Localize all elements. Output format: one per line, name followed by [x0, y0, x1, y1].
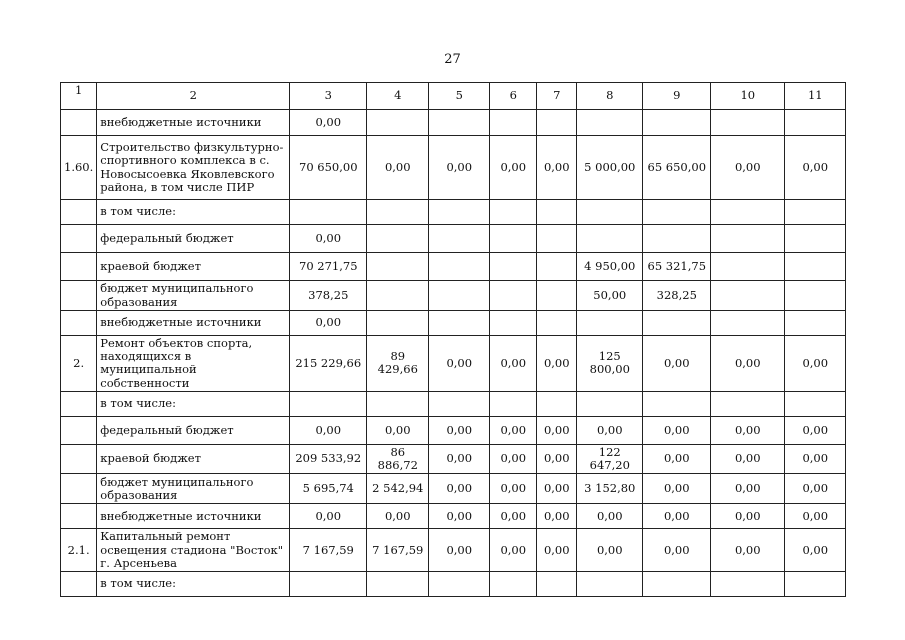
value-cell [711, 571, 785, 596]
table-row [61, 444, 846, 473]
value-cell [785, 311, 846, 336]
value-cell [537, 281, 577, 311]
table-row [61, 529, 846, 572]
row-index-cell [61, 281, 97, 311]
value-cell: 0,00 [537, 444, 577, 473]
row-description-cell: федеральный бюджет [97, 225, 290, 253]
value-cell [577, 391, 643, 416]
value-cell: 70 271,75 [290, 253, 367, 281]
value-cell: 0,00 [643, 529, 711, 572]
value-cell [537, 391, 577, 416]
value-cell [643, 311, 711, 336]
page-number: 27 [444, 52, 461, 67]
value-cell: 0,00 [785, 474, 846, 504]
value-cell: 378,25 [290, 281, 367, 311]
value-cell [643, 391, 711, 416]
value-cell: 0,00 [490, 474, 537, 504]
value-cell: 70 650,00 [290, 136, 367, 200]
value-cell: 328,25 [643, 281, 711, 311]
value-cell [577, 225, 643, 253]
value-cell [577, 110, 643, 136]
value-cell: 0,00 [429, 504, 490, 529]
value-cell [785, 391, 846, 416]
value-cell: 7 167,59 [290, 529, 367, 572]
value-cell: 122 647,20 [577, 444, 643, 473]
value-cell [537, 571, 577, 596]
value-cell [490, 253, 537, 281]
value-cell: 50,00 [577, 281, 643, 311]
row-description-cell: краевой бюджет [97, 253, 290, 281]
value-cell [490, 391, 537, 416]
value-cell: 0,00 [429, 474, 490, 504]
value-cell: 5 695,74 [290, 474, 367, 504]
value-cell [643, 110, 711, 136]
value-cell: 0,00 [577, 504, 643, 529]
value-cell: 3 152,80 [577, 474, 643, 504]
row-index-cell [61, 504, 97, 529]
table-row [61, 200, 846, 225]
table-row [61, 391, 846, 416]
value-cell: 0,00 [490, 136, 537, 200]
row-index-cell [61, 311, 97, 336]
column-header-9: 9 [643, 83, 711, 110]
value-cell: 65 321,75 [643, 253, 711, 281]
value-cell [429, 281, 490, 311]
value-cell: 0,00 [785, 504, 846, 529]
value-cell [367, 571, 429, 596]
row-index-cell [61, 416, 97, 444]
value-cell: 0,00 [367, 416, 429, 444]
value-cell: 0,00 [537, 416, 577, 444]
value-cell: 0,00 [643, 336, 711, 392]
row-index-cell [61, 253, 97, 281]
value-cell: 0,00 [490, 416, 537, 444]
table-row [61, 571, 846, 596]
value-cell [290, 391, 367, 416]
value-cell: 215 229,66 [290, 336, 367, 392]
value-cell [490, 110, 537, 136]
value-cell: 0,00 [429, 529, 490, 572]
value-cell [429, 225, 490, 253]
value-cell: 4 950,00 [577, 253, 643, 281]
row-index-cell [61, 444, 97, 473]
row-index-cell: 2. [61, 336, 97, 392]
value-cell: 0,00 [537, 504, 577, 529]
row-index-cell [61, 391, 97, 416]
value-cell [643, 571, 711, 596]
value-cell: 0,00 [367, 504, 429, 529]
value-cell [367, 391, 429, 416]
value-cell [577, 311, 643, 336]
table-row [61, 336, 846, 392]
value-cell: 0,00 [290, 416, 367, 444]
value-cell [643, 225, 711, 253]
value-cell [577, 571, 643, 596]
value-cell [537, 225, 577, 253]
value-cell: 5 000,00 [577, 136, 643, 200]
table-row [61, 416, 846, 444]
value-cell: 0,00 [785, 529, 846, 572]
value-cell: 0,00 [490, 336, 537, 392]
row-description-cell: в том числе: [97, 571, 290, 596]
value-cell [711, 253, 785, 281]
table-body [61, 110, 846, 597]
value-cell [711, 200, 785, 225]
value-cell [490, 225, 537, 253]
value-cell: 0,00 [711, 504, 785, 529]
value-cell: 0,00 [785, 416, 846, 444]
table-row [61, 281, 846, 311]
value-cell [429, 311, 490, 336]
value-cell [711, 225, 785, 253]
value-cell [785, 200, 846, 225]
value-cell [367, 110, 429, 136]
value-cell [490, 200, 537, 225]
value-cell [490, 571, 537, 596]
value-cell [785, 253, 846, 281]
value-cell [785, 110, 846, 136]
value-cell [429, 200, 490, 225]
value-cell: 0,00 [429, 416, 490, 444]
value-cell [711, 311, 785, 336]
value-cell [537, 110, 577, 136]
value-cell: 89 429,66 [367, 336, 429, 392]
table-row [61, 311, 846, 336]
value-cell [711, 110, 785, 136]
value-cell [367, 200, 429, 225]
row-index-cell [61, 474, 97, 504]
value-cell: 0,00 [785, 136, 846, 200]
row-description-cell: внебюджетные источники [97, 110, 290, 136]
value-cell: 0,00 [643, 444, 711, 473]
value-cell: 0,00 [537, 336, 577, 392]
value-cell [290, 571, 367, 596]
value-cell: 0,00 [537, 136, 577, 200]
column-header-2: 2 [97, 83, 290, 110]
value-cell: 0,00 [367, 136, 429, 200]
row-index-cell [61, 225, 97, 253]
table-row [61, 110, 846, 136]
row-description-cell: федеральный бюджет [97, 416, 290, 444]
table-row [61, 504, 846, 529]
value-cell: 0,00 [490, 529, 537, 572]
value-cell [367, 225, 429, 253]
value-cell [367, 281, 429, 311]
table-row [61, 136, 846, 200]
value-cell [290, 200, 367, 225]
value-cell: 0,00 [290, 504, 367, 529]
value-cell: 0,00 [429, 136, 490, 200]
value-cell: 0,00 [643, 474, 711, 504]
value-cell [367, 311, 429, 336]
row-description-cell: в том числе: [97, 391, 290, 416]
value-cell: 0,00 [785, 336, 846, 392]
value-cell [537, 253, 577, 281]
row-description-cell: бюджет муниципального образования [97, 281, 290, 311]
value-cell: 0,00 [290, 311, 367, 336]
budget-table [60, 82, 846, 597]
value-cell [577, 200, 643, 225]
value-cell [711, 281, 785, 311]
value-cell [367, 253, 429, 281]
value-cell: 0,00 [711, 444, 785, 473]
value-cell: 2 542,94 [367, 474, 429, 504]
value-cell: 86 886,72 [367, 444, 429, 473]
value-cell [537, 311, 577, 336]
value-cell: 0,00 [537, 529, 577, 572]
value-cell [537, 200, 577, 225]
value-cell: 0,00 [577, 529, 643, 572]
header-row [61, 83, 846, 110]
row-index-cell: 1.60. [61, 136, 97, 200]
column-header-4: 4 [367, 83, 429, 110]
value-cell: 0,00 [429, 444, 490, 473]
value-cell: 0,00 [711, 136, 785, 200]
value-cell: 0,00 [429, 336, 490, 392]
column-header-10: 10 [711, 83, 785, 110]
row-description-cell: Капитальный ремонт освещения стадиона "Восток" г. Арсеньева [97, 529, 290, 572]
value-cell: 65 650,00 [643, 136, 711, 200]
table-row [61, 253, 846, 281]
value-cell [785, 225, 846, 253]
value-cell [490, 311, 537, 336]
row-index-cell [61, 110, 97, 136]
row-index-cell: 2.1. [61, 529, 97, 572]
value-cell: 209 533,92 [290, 444, 367, 473]
column-header-6: 6 [490, 83, 537, 110]
value-cell [429, 391, 490, 416]
value-cell [490, 281, 537, 311]
value-cell: 0,00 [711, 416, 785, 444]
column-header-3: 3 [290, 83, 367, 110]
value-cell: 0,00 [490, 504, 537, 529]
column-header-1: 1 [61, 83, 97, 110]
column-header-5: 5 [429, 83, 490, 110]
value-cell [429, 571, 490, 596]
value-cell [785, 571, 846, 596]
row-description-cell: бюджет муниципального образования [97, 474, 290, 504]
value-cell: 0,00 [577, 416, 643, 444]
column-header-7: 7 [537, 83, 577, 110]
value-cell: 0,00 [537, 474, 577, 504]
value-cell: 7 167,59 [367, 529, 429, 572]
value-cell: 0,00 [643, 416, 711, 444]
column-header-11: 11 [785, 83, 846, 110]
value-cell [711, 391, 785, 416]
row-description-cell: внебюджетные источники [97, 504, 290, 529]
value-cell: 0,00 [643, 504, 711, 529]
column-header-8: 8 [577, 83, 643, 110]
value-cell: 0,00 [290, 110, 367, 136]
row-index-cell [61, 200, 97, 225]
row-description-cell: внебюджетные источники [97, 311, 290, 336]
row-index-cell [61, 571, 97, 596]
value-cell [429, 110, 490, 136]
value-cell: 0,00 [711, 474, 785, 504]
table-row [61, 474, 846, 504]
value-cell: 0,00 [711, 529, 785, 572]
value-cell: 0,00 [290, 225, 367, 253]
row-description-cell: Ремонт объектов спорта, находящихся в муниципальной собственности [97, 336, 290, 392]
value-cell [429, 253, 490, 281]
value-cell: 0,00 [785, 444, 846, 473]
row-description-cell: Строительство физкультурно-спортивного комплекса в с. Новосысоевка Яковлевского района, в том числе ПИР [97, 136, 290, 200]
value-cell: 125 800,00 [577, 336, 643, 392]
table-row [61, 225, 846, 253]
row-description-cell: в том числе: [97, 200, 290, 225]
value-cell: 0,00 [711, 336, 785, 392]
value-cell [785, 281, 846, 311]
value-cell [643, 200, 711, 225]
value-cell: 0,00 [490, 444, 537, 473]
row-description-cell: краевой бюджет [97, 444, 290, 473]
